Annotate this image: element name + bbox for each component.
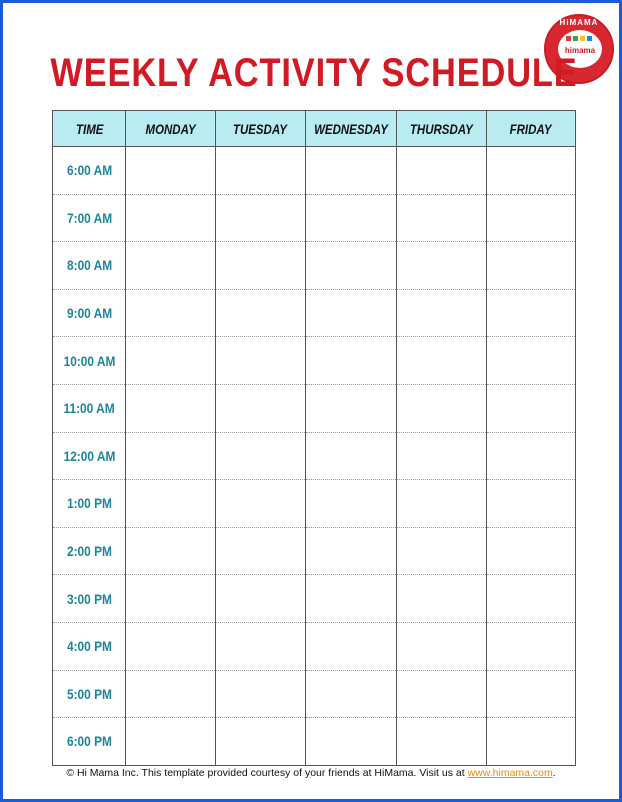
schedule-cell[interactable] — [486, 432, 576, 480]
schedule-cell[interactable] — [216, 622, 306, 670]
schedule-cell[interactable] — [396, 480, 486, 528]
schedule-cell[interactable] — [126, 147, 216, 195]
footer-end: . — [552, 767, 556, 779]
table-row — [53, 147, 576, 195]
schedule-cell[interactable] — [305, 289, 396, 337]
header-time: TIME — [53, 111, 126, 147]
schedule-cell[interactable] — [126, 480, 216, 528]
table-row — [53, 194, 576, 242]
schedule-cell[interactable] — [126, 384, 216, 432]
footer-link[interactable]: www.himama.com — [467, 767, 553, 779]
time-label: 7:00 AM — [53, 194, 126, 242]
schedule-cell[interactable] — [486, 384, 576, 432]
header-thursday: THURSDAY — [396, 111, 486, 147]
header-tuesday: TUESDAY — [216, 111, 306, 147]
schedule-cell[interactable] — [305, 718, 396, 766]
header-row — [53, 111, 576, 147]
schedule-cell[interactable] — [216, 384, 306, 432]
schedule-cell[interactable] — [486, 575, 576, 623]
badge-top-text: HiMAMA — [559, 18, 599, 27]
schedule-table — [52, 110, 576, 766]
schedule-cell[interactable] — [216, 432, 306, 480]
time-label: 5:00 PM — [53, 670, 126, 718]
table-row — [53, 527, 576, 575]
schedule-cell[interactable] — [216, 289, 306, 337]
header-wednesday: WEDNESDAY — [305, 111, 396, 147]
schedule-cell[interactable] — [126, 194, 216, 242]
table-row — [53, 622, 576, 670]
schedule-cell[interactable] — [396, 289, 486, 337]
schedule-body — [53, 147, 576, 766]
schedule-cell[interactable] — [396, 384, 486, 432]
time-label: 9:00 AM — [53, 289, 126, 337]
time-label: 4:00 PM — [53, 622, 126, 670]
table-row — [53, 432, 576, 480]
schedule-cell[interactable] — [305, 622, 396, 670]
time-label: 6:00 PM — [53, 718, 126, 766]
schedule-cell[interactable] — [305, 147, 396, 195]
header-monday: MONDAY — [126, 111, 216, 147]
time-label: 12:00 AM — [53, 432, 126, 480]
schedule-cell[interactable] — [126, 575, 216, 623]
time-label: 3:00 PM — [53, 575, 126, 623]
schedule-cell[interactable] — [126, 527, 216, 575]
time-label: 8:00 AM — [53, 242, 126, 290]
schedule-cell[interactable] — [126, 670, 216, 718]
table-row — [53, 337, 576, 385]
schedule-cell[interactable] — [216, 194, 306, 242]
schedule-cell[interactable] — [216, 242, 306, 290]
schedule-cell[interactable] — [305, 527, 396, 575]
table-row — [53, 718, 576, 766]
schedule-cell[interactable] — [486, 670, 576, 718]
table-row — [53, 242, 576, 290]
schedule-cell[interactable] — [305, 337, 396, 385]
table-row — [53, 480, 576, 528]
schedule-cell[interactable] — [396, 718, 486, 766]
schedule-cell[interactable] — [305, 242, 396, 290]
schedule-cell[interactable] — [216, 575, 306, 623]
schedule-cell[interactable] — [486, 622, 576, 670]
schedule-cell[interactable] — [126, 432, 216, 480]
schedule-cell[interactable] — [126, 289, 216, 337]
schedule-cell[interactable] — [486, 147, 576, 195]
schedule-cell[interactable] — [305, 432, 396, 480]
schedule-cell[interactable] — [216, 670, 306, 718]
blocks-icon — [566, 36, 592, 41]
schedule-cell[interactable] — [396, 432, 486, 480]
badge-center-text: himama — [564, 46, 596, 55]
table-row — [53, 575, 576, 623]
schedule-cell[interactable] — [305, 575, 396, 623]
schedule-cell[interactable] — [396, 670, 486, 718]
schedule-cell[interactable] — [305, 670, 396, 718]
schedule-cell[interactable] — [486, 337, 576, 385]
page-title: WEEKLY ACTIVITY SCHEDULE — [50, 51, 578, 95]
table-row — [53, 670, 576, 718]
schedule-cell[interactable] — [216, 480, 306, 528]
time-label: 2:00 PM — [53, 527, 126, 575]
schedule-cell[interactable] — [396, 337, 486, 385]
schedule-cell[interactable] — [486, 718, 576, 766]
time-label: 1:00 PM — [53, 480, 126, 528]
time-label: 11:00 AM — [53, 384, 126, 432]
schedule-cell[interactable] — [305, 194, 396, 242]
schedule-cell[interactable] — [216, 527, 306, 575]
schedule-cell[interactable] — [305, 480, 396, 528]
header-friday: FRIDAY — [486, 111, 576, 147]
schedule-cell[interactable] — [486, 480, 576, 528]
schedule-cell[interactable] — [486, 527, 576, 575]
schedule-cell[interactable] — [305, 384, 396, 432]
schedule-cell[interactable] — [396, 242, 486, 290]
schedule-cell[interactable] — [126, 622, 216, 670]
schedule-cell[interactable] — [396, 194, 486, 242]
time-label: 10:00 AM — [53, 337, 126, 385]
footer-text: © Hi Mama Inc. This template provided courtesy of your friends at HiMama. Visit us at — [66, 767, 468, 779]
schedule-cell[interactable] — [396, 527, 486, 575]
schedule-cell[interactable] — [396, 622, 486, 670]
schedule-cell[interactable] — [486, 289, 576, 337]
time-label: 6:00 AM — [53, 147, 126, 195]
footer — [3, 767, 619, 779]
table-row — [53, 289, 576, 337]
schedule-cell[interactable] — [216, 718, 306, 766]
schedule-cell[interactable] — [216, 337, 306, 385]
table-row — [53, 384, 576, 432]
schedule-cell[interactable] — [486, 242, 576, 290]
schedule-cell[interactable] — [126, 242, 216, 290]
schedule-cell[interactable] — [486, 194, 576, 242]
schedule-cell[interactable] — [126, 337, 216, 385]
schedule-cell[interactable] — [396, 575, 486, 623]
schedule-cell[interactable] — [396, 147, 486, 195]
schedule-cell[interactable] — [216, 147, 306, 195]
schedule-cell[interactable] — [126, 718, 216, 766]
